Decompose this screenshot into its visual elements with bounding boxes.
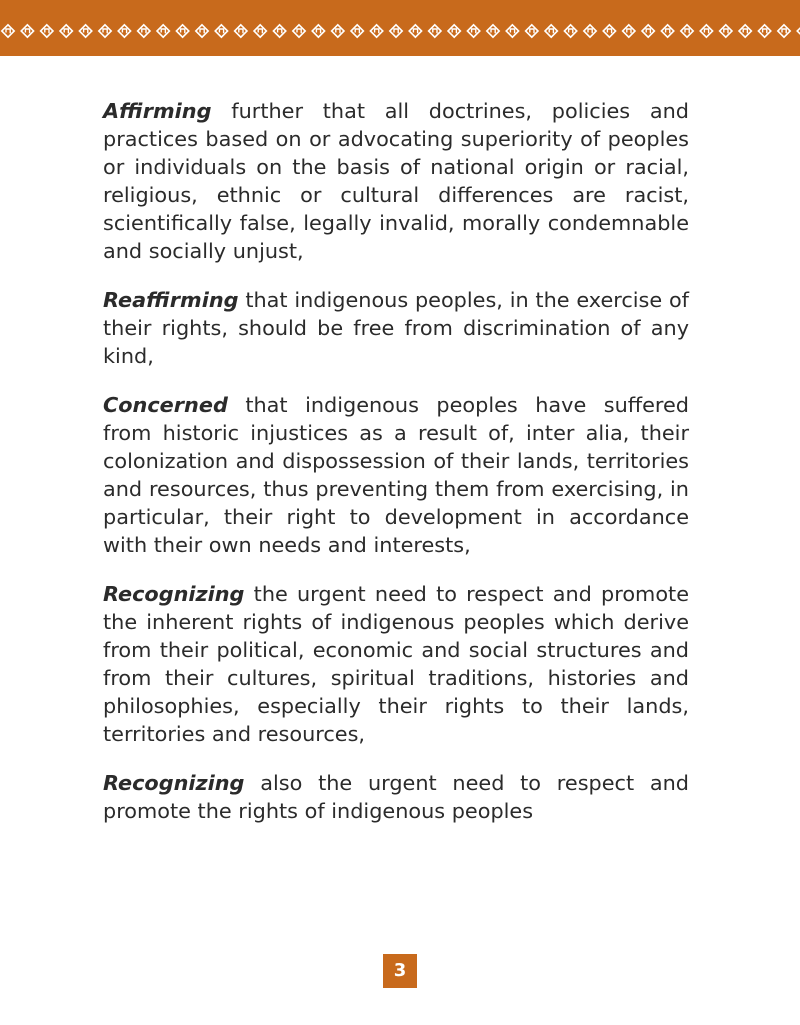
pattern-diamond: [235, 25, 247, 37]
paragraph-text: further that all doctrines, policies and practices based on or advocating superiority of peoples or individuals on the basis of national origin or racial, religious, ethnic or cultural differences are racist, scientifically false, legally invalid, morally condemnable and socially unjust,: [103, 99, 689, 263]
pattern-diamond: [293, 25, 305, 37]
paragraph-text: the urgent need to respect and promote the inherent rights of indigenous peoples which derive from their political, economic and social structures and from their cultures, spiritual traditions, histories and philosophies, especially their rights to their lands, territories and resources,: [103, 582, 689, 746]
pattern-hook: [607, 29, 611, 33]
pattern-hook: [646, 29, 650, 33]
pattern-diamond: [584, 25, 596, 37]
pattern-diamond: [118, 25, 130, 37]
pattern-hook: [239, 29, 243, 33]
pattern-hook: [510, 29, 514, 33]
pattern-hook: [200, 29, 204, 33]
pattern-hook: [6, 29, 10, 33]
pattern-diamond: [467, 25, 479, 37]
pattern-diamond: [720, 25, 732, 37]
pattern-diamond: [60, 25, 72, 37]
pattern-hook: [704, 29, 708, 33]
pattern-hook: [297, 29, 301, 33]
pattern-diamond: [429, 25, 441, 37]
pattern-hook: [743, 29, 747, 33]
pattern-hook: [452, 29, 456, 33]
pattern-hook: [666, 29, 670, 33]
pattern-hook: [25, 29, 29, 33]
pattern-diamond: [99, 25, 111, 37]
pattern-hook: [375, 29, 379, 33]
paragraph-text: also the urgent need to respect and promote the rights of indigenous peoples: [103, 771, 689, 823]
pattern-hook: [433, 29, 437, 33]
pattern-diamond: [254, 25, 266, 37]
pattern-hook: [530, 29, 534, 33]
pattern-hook: [491, 29, 495, 33]
pattern-hook: [316, 29, 320, 33]
pattern-diamond: [642, 25, 654, 37]
pattern-hook: [64, 29, 68, 33]
pattern-diamond: [41, 25, 53, 37]
greek-key-border-icon: [0, 0, 800, 56]
pattern-hook: [588, 29, 592, 33]
pattern-diamond: [138, 25, 150, 37]
pattern-hook: [103, 29, 107, 33]
pattern-diamond: [623, 25, 635, 37]
paragraph-text: that indigenous peoples have suffered from historic injustices as a result of, inter alia, their colonization and dispossession of their lands, territories and resources, thus preventing them from exercising, in particular, their right to development in accordance with their own needs and interests,: [103, 393, 689, 557]
pattern-diamond: [157, 25, 169, 37]
pattern-hook: [394, 29, 398, 33]
pattern-diamond: [487, 25, 499, 37]
paragraph-affirming: [103, 97, 689, 265]
pattern-hook: [336, 29, 340, 33]
pattern-hook: [782, 29, 786, 33]
pattern-hook: [627, 29, 631, 33]
pattern-hook: [472, 29, 476, 33]
paragraph-concerned: [103, 391, 689, 559]
pattern-diamond: [370, 25, 382, 37]
paragraph-lead: Affirming: [103, 99, 212, 123]
pattern-hook: [569, 29, 573, 33]
pattern-diamond: [215, 25, 227, 37]
pattern-hook: [84, 29, 88, 33]
page-number: 3: [383, 954, 417, 988]
pattern-hook: [549, 29, 553, 33]
pattern-diamond: [196, 25, 208, 37]
pattern-diamond: [506, 25, 518, 37]
pattern-diamond: [2, 25, 14, 37]
paragraph-recognizing-also: [103, 769, 689, 825]
pattern-diamond: [778, 25, 790, 37]
pattern-hook: [181, 29, 185, 33]
pattern-hook: [161, 29, 165, 33]
pattern-diamond: [661, 25, 673, 37]
pattern-diamond: [545, 25, 557, 37]
pattern-diamond: [273, 25, 285, 37]
pattern-diamond: [21, 25, 33, 37]
pattern-diamond: [79, 25, 91, 37]
paragraph-lead: Concerned: [103, 393, 228, 417]
document-body: [103, 97, 689, 846]
pattern-diamond: [681, 25, 693, 37]
pattern-diamond: [758, 25, 770, 37]
pattern-diamond: [448, 25, 460, 37]
pattern-diamond: [564, 25, 576, 37]
pattern-hook: [763, 29, 767, 33]
paragraph-lead: Reaffirming: [103, 288, 239, 312]
pattern-diamond: [739, 25, 751, 37]
pattern-diamond: [700, 25, 712, 37]
pattern-hook: [219, 29, 223, 33]
pattern-hook: [724, 29, 728, 33]
paragraph-recognizing: [103, 580, 689, 748]
pattern-hook: [685, 29, 689, 33]
pattern-hook: [413, 29, 417, 33]
pattern-diamond: [390, 25, 402, 37]
paragraph-text: that indigenous peoples, in the exercise of their rights, should be free from discrimination of any kind,: [103, 288, 689, 368]
pattern-diamond: [312, 25, 324, 37]
pattern-diamond: [332, 25, 344, 37]
header-banner: [0, 0, 800, 56]
pattern-diamond: [176, 25, 188, 37]
pattern-hook: [45, 29, 49, 33]
pattern-diamond: [526, 25, 538, 37]
paragraph-lead: Recognizing: [103, 771, 245, 795]
pattern-diamond: [603, 25, 615, 37]
paragraph-reaffirming: [103, 286, 689, 370]
pattern-hook: [258, 29, 262, 33]
pattern-hook: [122, 29, 126, 33]
pattern-hook: [278, 29, 282, 33]
pattern-hook: [142, 29, 146, 33]
pattern-diamond: [409, 25, 421, 37]
pattern-diamond: [351, 25, 363, 37]
paragraph-lead: Recognizing: [103, 582, 245, 606]
pattern-hook: [355, 29, 359, 33]
